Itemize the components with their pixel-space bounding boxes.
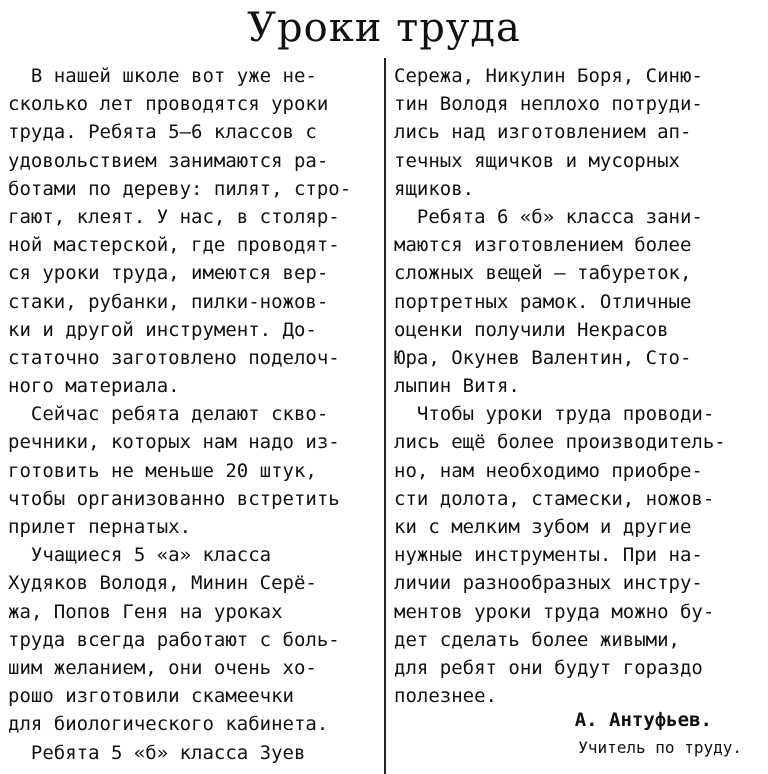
text-line: ки и другой инструмент. До- [8,318,317,341]
text-line: стаки, рубанки, пилки-ножов- [8,290,329,313]
text-line: готовить не меньше 20 штук, [8,459,317,482]
text-line: жа, Попов Геня на уроках [8,600,283,623]
text-line: маются изготовлением более [394,234,692,257]
text-line: ки с мелким зубом и другие [394,516,692,538]
text-line: лись над изготовлением ап- [394,121,692,144]
text-line: оценки получили Некрасов [394,318,669,341]
article-headline: Уроки труда [247,5,521,51]
author-name: А. Антуфьев. [574,709,712,731]
text-line: для ребят они будут гораздо [394,656,703,679]
text-line: дет сделать более живыми, [394,628,680,651]
text-line: полезнее. [394,685,497,708]
text-line: труда всегда работают с боль- [8,628,340,651]
text-line: удовольствием занимаются ра- [8,149,329,172]
text-line: сколько лет проводятся уроки [8,93,329,116]
text-line: для биологического кабинета. [8,713,329,736]
text-line: ся уроки труда, имеются вер- [8,262,329,285]
text-line: В нашей школе вот уже не- [8,65,317,87]
text-line: Юра, Окунев Валентин, Сто- [394,346,692,369]
text-line: чтобы организованно встретить [8,487,340,510]
text-line: лыпин Витя. [394,375,520,398]
text-line: труда. Ребята 5—6 классов с [8,121,317,144]
text-line: прилет пернатых. [8,516,192,538]
text-line: Сережа, Никулин Боря, Синю- [394,65,703,87]
text-line: но, нам необходимо приобре- [394,459,703,482]
text-line: речники, которых нам надо из- [8,431,340,454]
text-line: портретных рамок. Отличные [394,290,692,313]
text-line: тин Володя неплохо потруди- [394,93,703,116]
text-line: Худяков Володя, Минин Серё- [8,572,317,595]
author-role: Учитель по труду. [578,738,742,757]
text-line: Ребята 5 «б» класса Зуев [8,741,306,764]
text-line: статочно заготовлено поделоч- [8,346,340,369]
text-line: личии разнообразных инстру- [394,572,703,595]
text-line: Учащиеся 5 «а» класса [8,544,272,567]
left-column [8,62,378,767]
text-line: сложных вещей — табуреток, [394,262,692,285]
text-line: течных ящичков и мусорных [394,149,680,172]
text-line: гают, клеят. У нас, в столяр- [8,205,340,228]
text-line: Чтобы уроки труда проводи- [394,403,715,426]
right-column [394,62,760,710]
text-line: рошо изготовили скамеечки [8,685,294,708]
text-line: ного материала. [8,375,180,398]
text-line: ной мастерской, где проводят- [8,234,340,257]
text-line: лись ещё более производитель- [394,431,726,454]
signature-block [394,706,742,762]
text-line: Сейчас ребята делают скво- [8,403,329,426]
text-line: сти долота, стамески, ножов- [394,487,715,510]
text-line: нужные инструменты. При на- [394,544,703,567]
text-line: ментов уроки труда можно бу- [394,600,715,623]
text-line: шим желанием, они очень хо- [8,656,317,679]
text-line: ботами по дереву: пилят, стро- [8,177,352,200]
text-line: ящиков. [394,177,475,200]
text-line: Ребята 6 «б» класса зани- [394,205,703,228]
column-divider [384,58,386,774]
